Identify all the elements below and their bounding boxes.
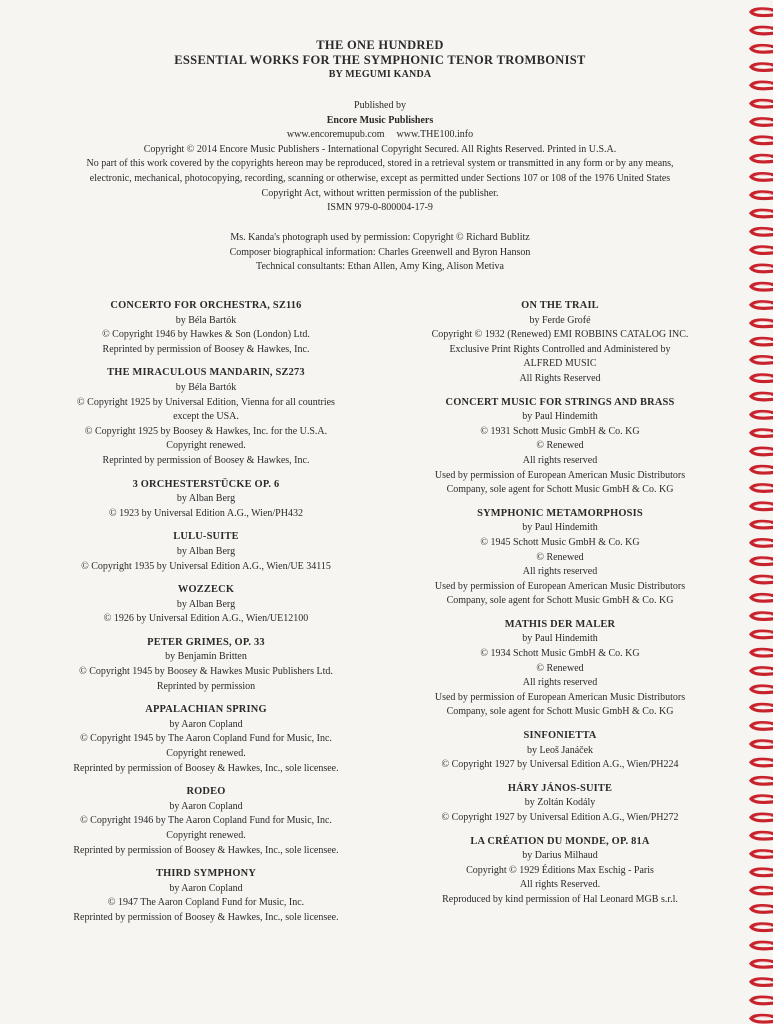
spiral-coil <box>751 686 773 693</box>
composer-credit: by Alban Berg <box>176 493 236 505</box>
work-title: PETER GRIMES, OP. 33 <box>147 636 265 648</box>
spiral-coil <box>751 119 773 126</box>
work-title: 3 ORCHESTERSTÜCKE OP. 6 <box>132 478 280 490</box>
permission-entry <box>406 396 714 498</box>
composer-credit: by Alban Berg <box>176 545 236 557</box>
spiral-coil <box>751 704 773 711</box>
spiral-coil <box>751 777 773 784</box>
copyright-line: © 1931 Schott Music GmbH & Co. KG <box>480 425 640 437</box>
copyright-line: Company, sole agent for Schott Music GmbH & Co. KG <box>446 484 674 496</box>
copyright-line: © Copyright 1945 by The Aaron Copland Fund for Music, Inc. <box>80 733 332 745</box>
permission-entry <box>55 636 357 694</box>
spiral-binding <box>747 0 773 1024</box>
spiral-coil <box>751 174 773 181</box>
permission-entry <box>55 530 357 574</box>
copyright-line: © Copyright 1945 by Boosey & Hawkes Music Publishers Ltd. <box>79 666 333 678</box>
spiral-coil <box>751 887 773 894</box>
ismn-number: ISMN 979-0-800004-17-9 <box>327 202 433 214</box>
work-title: THIRD SYMPHONY <box>155 868 257 880</box>
spiral-coil <box>751 796 773 803</box>
copyright-line: Reprinted by permission of Boosey & Hawkes, Inc., sole licensee. <box>73 911 339 923</box>
composer-credit: by Leoš Janáček <box>526 744 594 756</box>
spiral-coil <box>751 82 773 89</box>
permission-entry <box>55 366 357 468</box>
spiral-coil <box>751 27 773 34</box>
work-title: ON THE TRAIL <box>521 300 599 311</box>
spiral-coil <box>751 137 773 144</box>
copyright-line: Copyright © 1929 Éditions Max Eschig - Paris <box>466 864 654 876</box>
author-byline: BY MEGUMI KANDA <box>328 69 432 80</box>
spiral-coil <box>751 485 773 492</box>
copyright-line: © Copyright 1927 by Universal Edition A.G., Wien/PH224 <box>441 759 679 771</box>
composer-credit: by Aaron Copland <box>169 718 243 730</box>
book-title-line1: THE ONE HUNDRED <box>316 38 444 52</box>
composer-credit: by Benjamin Britten <box>165 651 247 663</box>
spiral-coil <box>751 649 773 656</box>
spiral-coil <box>751 631 773 638</box>
copyright-line: All rights Reserved. <box>519 879 601 891</box>
spiral-coil <box>751 832 773 839</box>
spiral-coil <box>751 448 773 455</box>
composer-credit: by Béla Bartók <box>175 381 237 393</box>
work-title: APPALACHIAN SPRING <box>145 704 267 716</box>
spiral-coil <box>751 741 773 748</box>
spiral-coil <box>751 759 773 766</box>
spiral-coil <box>751 192 773 199</box>
spiral-coil <box>751 594 773 601</box>
work-title: LA CRÉATION DU MONDE, OP. 81A <box>470 835 650 847</box>
copyright-line: © Copyright 1935 by Universal Edition A.G., Wien/UE 34115 <box>81 560 331 572</box>
spiral-coil <box>751 411 773 418</box>
permission-entry <box>55 583 357 627</box>
copyright-line: Copyright © 2014 Encore Music Publishers - International Copyright Secured. All Rights Reserved. Printed in U.S.A. <box>143 143 617 155</box>
rights-line: No part of this work covered by the copyrights hereon may be reproduced, stored in a retrieval system or transmitted in any form or by any means, <box>86 158 674 170</box>
copyright-line: © Copyright 1925 by Universal Edition, Vienna for all countries <box>77 396 335 408</box>
copyright-line: © Copyright 1927 by Universal Edition A.G., Wien/PH272 <box>441 812 679 823</box>
spiral-coil <box>751 228 773 235</box>
copyright-line: Company, sole agent for Schott Music GmbH & Co. KG <box>446 706 674 718</box>
copyright-line: Exclusive Print Rights Controlled and Administered by <box>449 343 671 355</box>
work-title: HÁRY JÁNOS-SUITE <box>507 782 613 794</box>
copyright-line: All Rights Reserved <box>519 372 601 384</box>
publisher-urls <box>0 128 760 143</box>
spiral-coil <box>751 100 773 107</box>
copyright-line: Copyright © 1932 (Renewed) EMI ROBBINS CATALOG INC. <box>431 329 689 341</box>
composer-credit: by Aaron Copland <box>169 800 243 812</box>
copyright-line: Reprinted by permission of Boosey & Hawkes, Inc., sole licensee. <box>73 844 339 856</box>
spiral-coil <box>751 869 773 876</box>
spiral-coil <box>751 851 773 858</box>
spiral-coil <box>751 668 773 675</box>
copyright-line: ALFRED MUSIC <box>523 358 597 370</box>
spiral-coil <box>751 814 773 821</box>
spiral-coil <box>751 723 773 730</box>
composer-credit: by Paul Hindemith <box>522 411 598 423</box>
spiral-coil <box>751 576 773 583</box>
work-title: CONCERTO FOR ORCHESTRA, SZ116 <box>110 300 302 311</box>
permission-entry <box>55 867 357 925</box>
work-title: WOZZECK <box>177 584 235 596</box>
spiral-coil <box>751 521 773 528</box>
spiral-coil <box>751 1015 773 1022</box>
rights-line: electronic, mechanical, photocopying, recording, scanning or otherwise, except as permitted under Sections 107 or 108 of the 1976 United States <box>89 172 671 184</box>
copyright-line: © Copyright 1946 by Hawkes & Son (London) Ltd. <box>102 329 310 341</box>
spiral-coil <box>751 302 773 309</box>
copyright-line: Used by permission of European American Music Distributors <box>434 469 686 481</box>
copyright-line: Reprinted by permission <box>156 680 256 692</box>
spiral-coil <box>751 997 773 1004</box>
composer-credit: by Darius Milhaud <box>522 850 598 862</box>
left-permissions-column <box>55 299 357 935</box>
spiral-coil <box>751 393 773 400</box>
copyright-line: All rights reserved <box>522 566 598 578</box>
spiral-coil <box>751 960 773 967</box>
permission-entry <box>55 703 357 776</box>
spiral-coil <box>751 265 773 272</box>
permission-entry <box>55 299 357 357</box>
book-header <box>0 38 760 82</box>
composer-credit: by Zoltán Kodály <box>524 797 596 809</box>
copyright-line: Reprinted by permission of Boosey & Hawkes, Inc., sole licensee. <box>73 762 339 774</box>
publisher-name: Encore Music Publishers <box>326 114 434 126</box>
composer-credit: by Béla Bartók <box>175 314 237 326</box>
permission-entry <box>406 835 714 908</box>
copyright-line: © Copyright 1946 by The Aaron Copland Fund for Music, Inc. <box>80 815 332 827</box>
copyright-line: Copyright renewed. <box>166 830 246 841</box>
spiral-coil <box>751 210 773 217</box>
spiral-coil <box>751 540 773 547</box>
published-by-label: Published by <box>354 100 406 111</box>
spiral-coil <box>751 906 773 913</box>
composer-credit: by Paul Hindemith <box>522 522 598 534</box>
permission-entry <box>406 507 714 609</box>
work-title: RODEO <box>186 786 226 798</box>
work-title: LULU-SUITE <box>173 531 239 543</box>
spiral-coil <box>751 942 773 949</box>
copyright-line: © 1923 by Universal Edition A.G., Wien/PH432 <box>109 507 303 519</box>
copyright-line: © 1926 by Universal Edition A.G., Wien/UE12100 <box>103 613 309 625</box>
spiral-coil <box>751 338 773 345</box>
copyright-line: All rights reserved <box>522 677 598 689</box>
spiral-coil <box>751 430 773 437</box>
rights-line: Copyright Act, without written permission of the publisher. <box>261 187 499 199</box>
permission-entry <box>406 729 714 773</box>
copyright-line: except the USA. <box>173 411 239 423</box>
spiral-coil <box>751 320 773 327</box>
spiral-coil <box>751 9 773 16</box>
work-title: MATHIS DER MALER <box>504 618 616 630</box>
publisher-url-2: www.THE100.info <box>396 129 474 141</box>
work-title: CONCERT MUSIC FOR STRINGS AND BRASS <box>445 396 675 408</box>
copyright-line: © 1945 Schott Music GmbH & Co. KG <box>480 536 640 548</box>
copyright-line: Used by permission of European American Music Distributors <box>434 580 686 592</box>
composer-credit: by Ferde Grofé <box>529 314 591 326</box>
spiral-coil <box>751 155 773 162</box>
copyright-line: © Renewed <box>536 440 584 452</box>
credits-block <box>0 231 760 275</box>
copyright-line: Reproduced by kind permission of Hal Leonard MGB s.r.l. <box>442 893 678 905</box>
composer-credit: by Aaron Copland <box>169 882 243 894</box>
spiral-coil <box>751 924 773 931</box>
spiral-coil <box>751 375 773 382</box>
spiral-coil <box>751 558 773 565</box>
credit-line: Ms. Kanda's photograph used by permission: Copyright © Richard Bublitz <box>230 232 530 243</box>
permission-entry <box>406 299 714 387</box>
work-title: THE MIRACULOUS MANDARIN, SZ273 <box>107 367 305 379</box>
spiral-coil <box>751 979 773 986</box>
spiral-coil <box>751 613 773 620</box>
spiral-coil <box>751 64 773 71</box>
copyright-line: Reprinted by permission of Boosey & Hawkes, Inc. <box>102 343 310 355</box>
copyright-line: Used by permission of European American Music Distributors <box>434 691 686 703</box>
credit-line: Composer biographical information: Charles Greenwell and Byron Hanson <box>229 246 531 258</box>
permission-entry <box>406 618 714 720</box>
publisher-block <box>0 99 760 216</box>
work-title: SINFONIETTA <box>523 730 597 742</box>
book-title-line2: ESSENTIAL WORKS FOR THE SYMPHONIC TENOR TROMBONIST <box>174 53 586 67</box>
right-permissions-column <box>406 299 714 917</box>
spiral-coil <box>751 283 773 290</box>
spiral-coil <box>751 357 773 364</box>
spiral-coil <box>751 503 773 510</box>
copyright-line: Company, sole agent for Schott Music GmbH & Co. KG <box>446 595 674 607</box>
copyright-line: © Renewed <box>536 551 584 563</box>
spiral-coil <box>751 466 773 473</box>
copyright-line: Copyright renewed. <box>166 440 246 452</box>
credit-line: Technical consultants: Ethan Allen, Amy King, Alison Metiva <box>256 261 504 273</box>
spiral-coil <box>751 247 773 254</box>
copyright-line: All rights reserved <box>522 454 598 466</box>
copyright-line: © 1947 The Aaron Copland Fund for Music, Inc. <box>107 897 305 909</box>
composer-credit: by Paul Hindemith <box>522 633 598 645</box>
copyright-line: © 1934 Schott Music GmbH & Co. KG <box>480 648 640 660</box>
permission-entry <box>55 785 357 858</box>
copyright-line: © Renewed <box>536 662 584 674</box>
work-title: SYMPHONIC METAMORPHOSIS <box>477 507 643 519</box>
permission-entry <box>55 478 357 522</box>
copyright-line: Copyright renewed. <box>166 748 246 760</box>
copyright-line: Reprinted by permission of Boosey & Hawkes, Inc. <box>102 454 310 466</box>
permission-entry <box>406 782 714 826</box>
composer-credit: by Alban Berg <box>176 598 236 610</box>
copyright-line: © Copyright 1925 by Boosey & Hawkes, Inc. for the U.S.A. <box>84 425 328 437</box>
publisher-url-1: www.encoremupub.com <box>286 129 385 141</box>
spiral-coil <box>751 45 773 52</box>
